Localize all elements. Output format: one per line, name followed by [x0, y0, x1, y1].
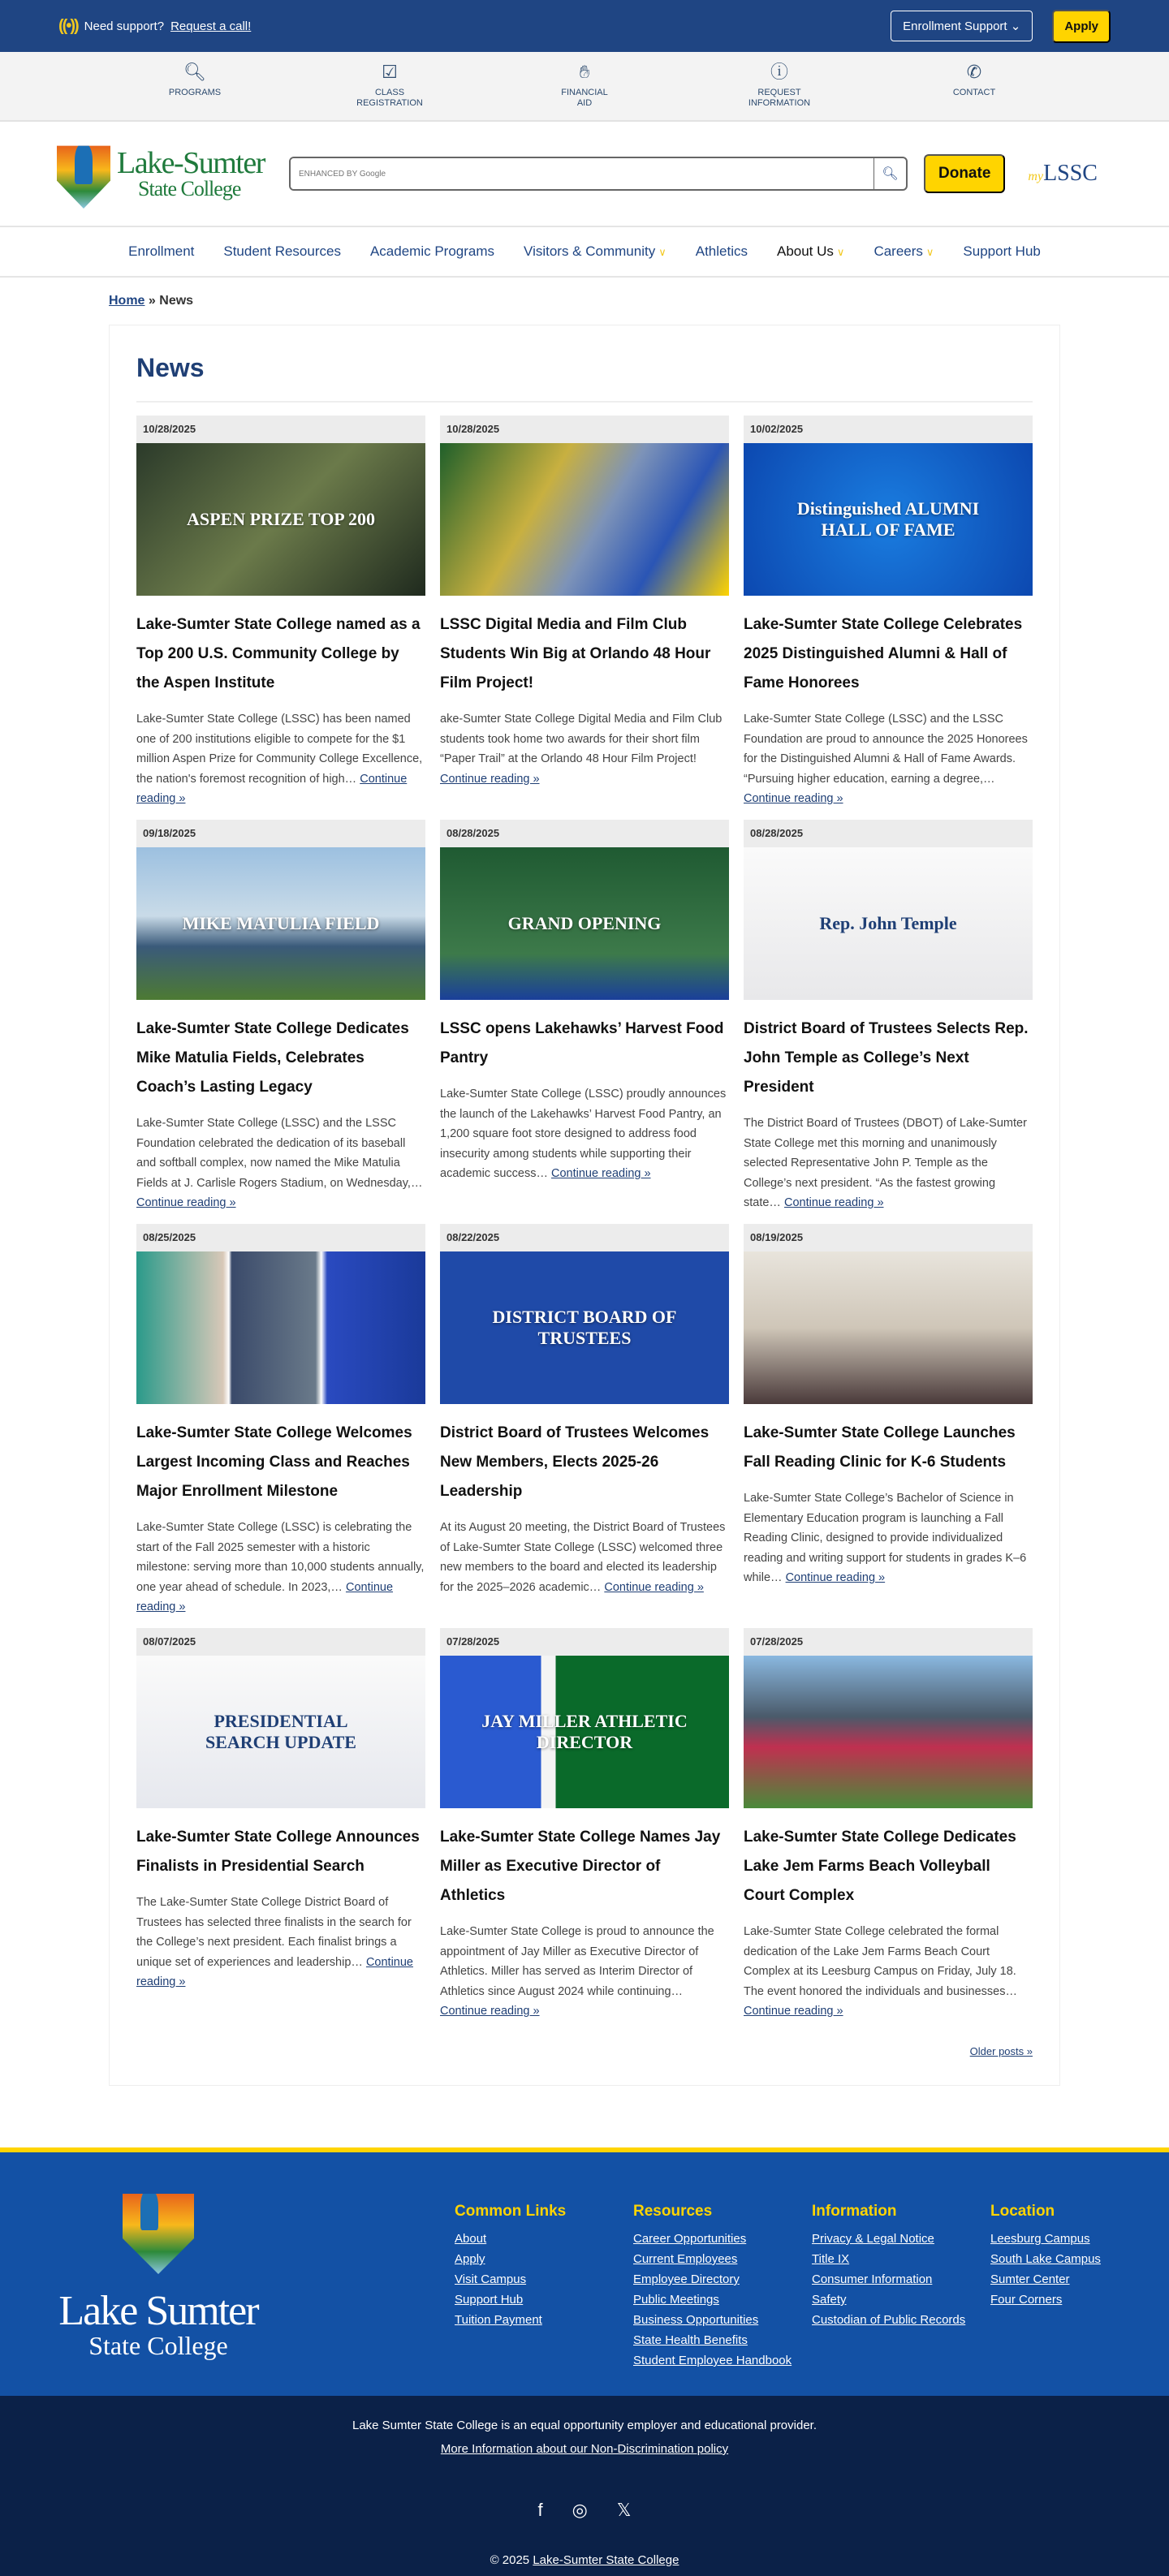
footer-link[interactable]: Public Meetings [633, 2293, 719, 2307]
post-image-text: Distinguished ALUMNI HALL OF FAME [796, 498, 980, 540]
footer-column [633, 2185, 812, 2396]
post-title[interactable]: Lake-Sumter State College Welcomes Largest Incoming Class and Reaches Major Enrollment Milestone [136, 1424, 412, 1500]
news-card [744, 1628, 1033, 2018]
search-button[interactable] [874, 158, 906, 189]
post-excerpt-text: The District Board of Trustees (DBOT) of Lake-Sumter State College met this morning and unanimously selected Representative John P. Temple as the College’s next president. “As the fastest growing state… [744, 1117, 1027, 1209]
post-excerpt-text: The Lake-Sumter State College District Board of Trustees has selected three finalists in the search for the College’s next president. Each finalist brings a unique set of experiences and leadership… [136, 1896, 412, 1969]
footer-link[interactable]: Sumter Center [990, 2272, 1070, 2286]
footer-link[interactable]: Tuition Payment [455, 2313, 542, 2327]
search-input[interactable] [291, 158, 874, 189]
x-twitter-icon[interactable]: 𝕏 [616, 2500, 632, 2520]
footer-link[interactable]: Career Opportunities [633, 2232, 747, 2246]
search-icon: 🔍︎ [882, 167, 899, 181]
support-text: Need support? [84, 19, 165, 33]
news-card [440, 416, 729, 800]
continue-reading-link[interactable]: Continue reading » [136, 1196, 236, 1209]
post-excerpt-text: At its August 20 meeting, the District Board of Trustees of Lake-Sumter State College (LSSC) welcomed three new members to the board and elected its leadership for the 2025–2026 academic… [440, 1521, 726, 1594]
post-title[interactable]: Lake-Sumter State College Launches Fall Reading Clinic for K-6 Students [744, 1424, 1016, 1471]
quick-link-label: PROGRAMS [168, 88, 222, 97]
quick-link-label: CLASS REGISTRATION [356, 88, 423, 108]
logo-line2: State College [138, 177, 241, 200]
chevron-down-icon: ∨ [836, 246, 845, 258]
post-title[interactable]: District Board of Trustees Welcomes New Members, Elects 2025-26 Leadership [440, 1424, 710, 1500]
footer-bottom [0, 2396, 1169, 2576]
post-excerpt [136, 1114, 425, 1213]
quick-link-programs[interactable] [97, 52, 292, 120]
post-image-text: GRAND OPENING [507, 913, 662, 933]
post-excerpt-text: Lake-Sumter State College (LSSC) proudly announces the launch of the Lakehawks’ Harvest Food Pantry, an 1,200 square foot store designed to address food insecurity among students while supporting their academic success… [440, 1088, 727, 1180]
post-excerpt-text: Lake-Sumter State College is proud to announce the appointment of Jay Miller as Executive Director of Athletics. Miller has served as Interim Director of Athletics since August 2024 while continuing… [440, 1925, 714, 1998]
post-image-text: DISTRICT BOARD OF TRUSTEES [492, 1307, 677, 1348]
continue-reading-link[interactable]: Continue reading » [744, 2005, 843, 2018]
post-excerpt-text: Lake-Sumter State College (LSSC) is celebrating the start of the Fall 2025 semester with a historic milestone: serving more than 10,000 students annually, one year ahead of schedule. In 2023,… [136, 1521, 425, 1594]
nav-student-resources[interactable]: Student Resources [223, 243, 341, 259]
post-date: 08/28/2025 [744, 820, 1033, 847]
footer-link[interactable]: Leesburg Campus [990, 2232, 1090, 2246]
post-excerpt [440, 1922, 729, 2022]
footer-column [812, 2185, 990, 2396]
post-excerpt-text: Lake-Sumter State College (LSSC) has been named one of 200 institutions eligible to compete for the $1 million Aspen Prize for Community College Excellence, the nation's foremost recognition of high… [136, 713, 423, 786]
chevron-down-icon: ∨ [925, 246, 934, 258]
footer-link[interactable]: Current Employees [633, 2252, 738, 2266]
post-image-text: MIKE MATULIA FIELD [182, 913, 380, 933]
older-posts-link[interactable]: Older posts » [969, 2045, 1033, 2057]
continue-reading-link[interactable]: Continue reading » [136, 1955, 413, 1988]
footer-link[interactable]: Student Employee Handbook [633, 2354, 792, 2367]
continue-reading-link[interactable]: Continue reading » [440, 2005, 540, 2018]
footer-link[interactable]: Safety [812, 2293, 847, 2307]
footer [0, 2152, 1169, 2396]
post-excerpt [440, 1084, 729, 1184]
post-excerpt-text: ake-Sumter State College Digital Media and Film Club students took home two awards for their short film “Paper Trail” at the Orlando 48 Hour Film Project! [440, 713, 723, 765]
enrollment-support-label: Enrollment Support [903, 19, 1007, 33]
college-logo[interactable] [57, 139, 289, 209]
donate-button[interactable]: Donate [924, 154, 1005, 193]
phone-mail-icon: ✆ [966, 61, 982, 82]
news-card [440, 1224, 729, 1609]
post-title[interactable]: Lake-Sumter State College Celebrates 2025 Distinguished Alumni & Hall of Fame Honorees [744, 616, 1023, 691]
shield-logo-icon [57, 139, 110, 209]
nav-visitors-community: Visitors & Community [524, 243, 656, 259]
mylssc-label: LSSC [1043, 161, 1098, 186]
signal-icon: ((•)) [58, 16, 78, 35]
footer-column-title: Common Links [455, 2203, 567, 2220]
news-container [109, 325, 1060, 2086]
news-card [744, 820, 1033, 1209]
shield-logo-icon [123, 2185, 194, 2274]
breadcrumb-home[interactable]: Home [109, 294, 145, 308]
post-excerpt-text: Lake-Sumter State College celebrated the formal dedication of the Lake Jem Farms Beach Court Complex at its Leesburg Campus on Friday, July 18. The event honored the individuals and businesses… [744, 1925, 1017, 1998]
instagram-icon[interactable]: ◎ [572, 2500, 588, 2520]
post-image-text: JAY MILLER ATHLETIC DIRECTOR [481, 1711, 688, 1752]
footer-column-title: Location [990, 2203, 1055, 2220]
post-date: 10/28/2025 [136, 416, 425, 443]
post-date: 08/22/2025 [440, 1224, 729, 1251]
post-date: 09/18/2025 [136, 820, 425, 847]
copyright-link[interactable]: Lake-Sumter State College [533, 2553, 679, 2567]
post-image-text: PRESIDENTIAL SEARCH UPDATE [205, 1711, 356, 1752]
continue-reading-link[interactable]: Continue reading » [744, 792, 843, 805]
breadcrumb-separator: » [148, 294, 156, 308]
post-title[interactable]: LSSC opens Lakehawks’ Harvest Food Pantry [440, 1020, 724, 1066]
footer-link[interactable]: Business Opportunities [633, 2313, 759, 2327]
news-card [440, 1628, 729, 2018]
eeo-statement: Lake Sumter State College is an equal opportunity employer and educational provider. [352, 2419, 817, 2432]
footer-logo-line1: Lake Sumter [58, 2288, 258, 2334]
post-image[interactable] [136, 443, 425, 596]
quick-link-label: REQUEST INFORMATION [748, 88, 811, 108]
social-links [0, 2500, 1169, 2521]
nav-careers-item[interactable] [874, 243, 934, 260]
footer-logo-line2: State College [88, 2331, 228, 2360]
post-title[interactable]: Lake-Sumter State College Announces Finalists in Presidential Search [136, 1829, 420, 1875]
news-grid [136, 416, 1033, 2018]
site-header [0, 122, 1169, 227]
nav-enrollment[interactable]: Enrollment [128, 243, 195, 259]
post-excerpt [744, 1922, 1033, 2022]
footer-column-title: Information [812, 2203, 897, 2220]
news-card [136, 416, 425, 805]
enrollment-support-dropdown[interactable] [891, 11, 1033, 41]
post-title[interactable]: District Board of Trustees Selects Rep. John Temple as College’s Next President [744, 1020, 1029, 1096]
footer-link[interactable]: Privacy & Legal Notice [812, 2232, 934, 2246]
post-excerpt-text: Lake-Sumter State College (LSSC) and the LSSC Foundation are proud to announce the 2025 Honorees for the Distinguished Alumni & Hall of Fame Awards. “Pursuing higher education, earning a degree,… [744, 713, 1028, 786]
continue-reading-link[interactable]: Continue reading » [785, 1571, 886, 1584]
chevron-down-icon: ⌄ [1010, 19, 1021, 33]
quick-link-label: CONTACT [952, 88, 996, 97]
post-image[interactable] [744, 847, 1033, 1000]
post-title[interactable]: Lake-Sumter State College Dedicates Lake Jem Farms Beach Volleyball Court Complex [744, 1829, 1016, 1904]
continue-reading-link[interactable]: Continue reading » [783, 1196, 884, 1209]
footer-link[interactable]: Consumer Information [812, 2272, 933, 2286]
footer-link[interactable]: Title IX [812, 2252, 850, 2266]
quick-link-label: FINANCIAL AID [561, 88, 608, 108]
post-excerpt-text: Lake-Sumter State College (LSSC) and the LSSC Foundation celebrated the dedication of its baseball and softball complex, now named the Mike Matulia Fields at J. Carlisle Rogers Stadium, on Wednesday,… [136, 1117, 423, 1190]
continue-reading-link[interactable]: Continue reading » [136, 1580, 394, 1613]
chevron-down-icon: ∨ [658, 246, 666, 258]
mylssc-my: my [1028, 170, 1044, 183]
news-card [136, 820, 425, 1209]
post-image-text: ASPEN PRIZE TOP 200 [186, 509, 376, 529]
request-call-link[interactable]: Request a call! [170, 19, 252, 33]
support-area [58, 17, 251, 36]
post-excerpt [136, 1518, 425, 1618]
breadcrumb-current: News [159, 294, 194, 308]
post-image[interactable] [744, 443, 1033, 596]
post-date: 08/25/2025 [136, 1224, 425, 1251]
post-image[interactable] [136, 847, 425, 1000]
news-card [136, 1224, 425, 1613]
news-card [744, 416, 1033, 805]
post-title[interactable]: Lake-Sumter State College Names Jay Miller as Executive Director of Athletics [440, 1829, 721, 1904]
post-image[interactable] [744, 1251, 1033, 1404]
continue-reading-link[interactable]: Continue reading » [604, 1580, 704, 1594]
footer-link[interactable]: Support Hub [455, 2293, 524, 2307]
hand-money-icon: ✋︎ [579, 61, 590, 82]
post-date: 07/28/2025 [744, 1628, 1033, 1656]
post-date: 07/28/2025 [440, 1628, 729, 1656]
clipboard-icon: ☑ [382, 61, 398, 82]
post-image[interactable] [440, 443, 729, 596]
footer-link[interactable]: Employee Directory [633, 2272, 740, 2286]
footer-link[interactable]: Apply [455, 2252, 485, 2266]
news-card [744, 1224, 1033, 1609]
post-excerpt [744, 1488, 1033, 1588]
non-discrimination-link[interactable]: More Information about our Non-Discrimination policy [440, 2442, 729, 2456]
top-bar [0, 0, 1169, 52]
footer-link[interactable]: South Lake Campus [990, 2252, 1101, 2266]
quick-link-request-information[interactable] [682, 52, 877, 120]
footer-column [455, 2185, 633, 2396]
post-excerpt-text: Lake-Sumter State College’s Bachelor of Science in Elementary Education program is launching a Fall Reading Clinic, designed to provide individualized reading and writing support for students in grades K–6 while… [744, 1492, 1027, 1584]
continue-reading-link[interactable]: Continue reading » [551, 1167, 651, 1180]
post-excerpt [440, 1518, 729, 1597]
news-card [440, 820, 729, 1204]
post-title[interactable]: Lake-Sumter State College Dedicates Mike Matulia Fields, Celebrates Coach’s Lasting Legacy [136, 1020, 409, 1096]
nav-support-hub[interactable]: Support Hub [963, 243, 1041, 259]
continue-reading-link[interactable]: Continue reading » [136, 772, 408, 805]
post-image[interactable] [136, 1656, 425, 1808]
quick-links-bar [0, 52, 1169, 122]
post-date: 08/19/2025 [744, 1224, 1033, 1251]
footer-link[interactable]: Visit Campus [455, 2272, 527, 2286]
post-image-text: Rep. John Temple [819, 913, 957, 933]
footer-column-title: Resources [633, 2203, 713, 2220]
page-title: News [136, 353, 1033, 403]
quick-link-contact[interactable] [877, 52, 1072, 120]
nav-athletics[interactable]: Athletics [695, 243, 748, 259]
apply-button[interactable]: Apply [1052, 10, 1111, 43]
mylssc-link[interactable] [1028, 161, 1098, 187]
post-excerpt [744, 709, 1033, 809]
post-excerpt [136, 709, 425, 809]
nav-about-us-item[interactable] [777, 243, 844, 260]
facebook-icon[interactable]: f [537, 2500, 543, 2520]
footer-link[interactable]: Custodian of Public Records [812, 2313, 966, 2327]
continue-reading-link[interactable]: Continue reading » [440, 772, 540, 786]
post-title[interactable]: Lake-Sumter State College named as a Top 200 U.S. Community College by the Aspen Institute [136, 616, 421, 691]
nav-visitors-community-item[interactable] [524, 243, 666, 260]
post-image[interactable] [440, 1251, 729, 1404]
breadcrumb [0, 278, 1169, 325]
post-date: 08/07/2025 [136, 1628, 425, 1656]
logo-line1: Lake-Sumter [117, 146, 265, 180]
main-nav [0, 227, 1169, 278]
footer-link[interactable]: About [455, 2232, 487, 2246]
post-title[interactable]: LSSC Digital Media and Film Club Students Win Big at Orlando 48 Hour Film Project! [440, 616, 711, 691]
news-card [136, 1628, 425, 2013]
post-excerpt [440, 709, 729, 789]
quick-link-financial-aid[interactable] [487, 52, 682, 120]
post-image[interactable] [440, 1656, 729, 1808]
footer-link[interactable]: State Health Benefits [633, 2333, 748, 2347]
search-icon: 🔍︎ [183, 61, 206, 82]
footer-link[interactable]: Four Corners [990, 2293, 1063, 2307]
post-date: 10/28/2025 [440, 416, 729, 443]
nav-about-us: About Us [776, 243, 834, 259]
info-icon: ⓘ [770, 61, 788, 82]
post-excerpt [136, 1893, 425, 1992]
footer-column [990, 2185, 1169, 2396]
post-image[interactable] [136, 1251, 425, 1404]
copyright: © 2025 [490, 2553, 530, 2567]
quick-link-class-registration[interactable] [292, 52, 487, 120]
nav-careers: Careers [874, 243, 923, 259]
footer-logo[interactable] [57, 2185, 260, 2396]
post-date: 10/02/2025 [744, 416, 1033, 443]
post-image[interactable] [744, 1656, 1033, 1808]
search-box [289, 157, 908, 191]
post-excerpt [744, 1114, 1033, 1213]
post-image[interactable] [440, 847, 729, 1000]
post-date: 08/28/2025 [440, 820, 729, 847]
nav-academic-programs[interactable]: Academic Programs [369, 243, 495, 259]
